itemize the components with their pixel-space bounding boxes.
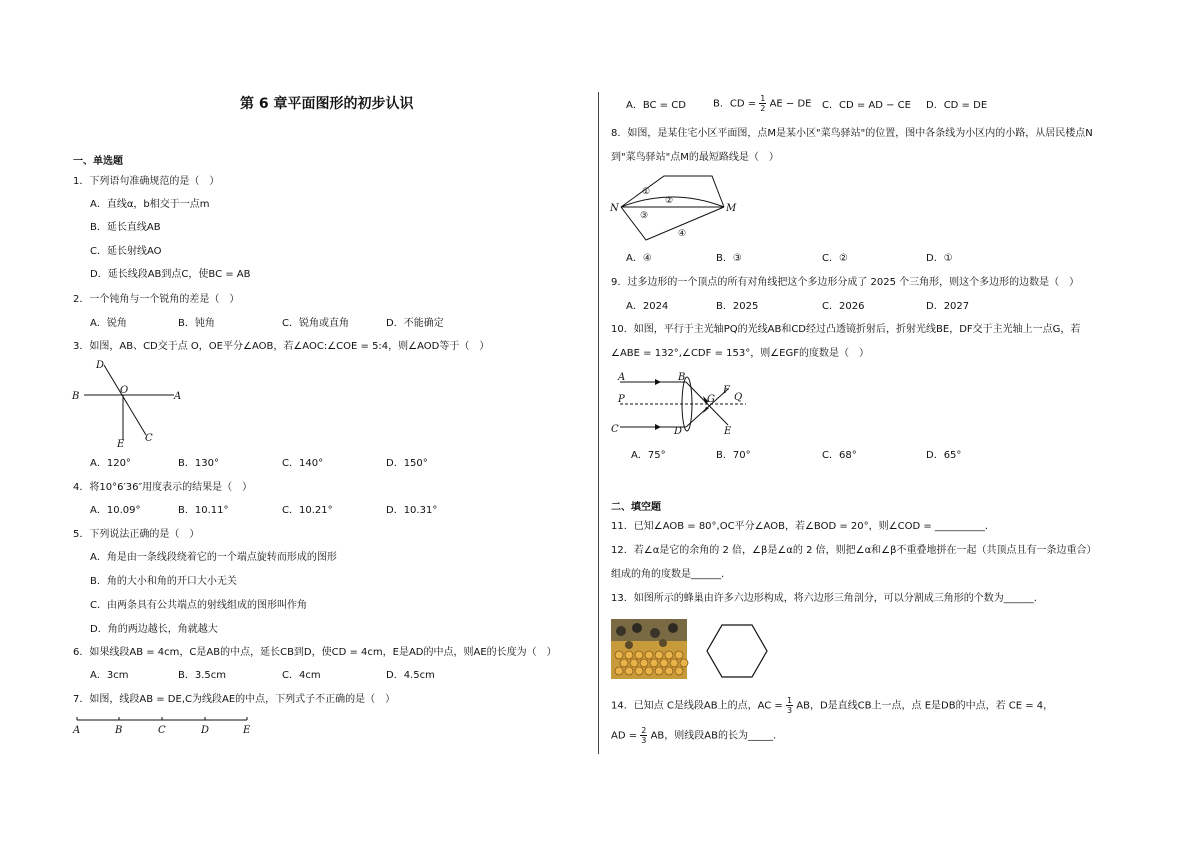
q1-stem: 1．下列语句准确规范的是（ ） — [73, 176, 220, 187]
section-fill-in: 二、填空题 — [611, 502, 661, 513]
q5-option-b[interactable]: B．角的大小和角的开口大小无关 — [90, 576, 237, 587]
q11-stem: 11．已知∠AOB = 80°,OC平分∠AOB，若∠BOD = 20°，则∠COD = __________. — [611, 521, 989, 532]
q8-option-d[interactable]: D．① — [926, 253, 953, 264]
q7-option-a[interactable]: A．BC = CD — [626, 100, 686, 111]
q8-stem-line1: 8．如图，是某住宅小区平面图，点M是某小区"菜鸟驿站"的位置，图中各条线为小区内的小路，从居民楼点N — [611, 128, 1093, 139]
q10-label-c: C — [611, 424, 619, 435]
q10-label-b: B — [678, 372, 686, 383]
q10-label-a: A — [618, 372, 626, 383]
q9-option-c[interactable]: C．2026 — [822, 301, 865, 312]
q10-option-d[interactable]: D．65° — [926, 450, 962, 461]
q4-option-c[interactable]: C．10.21° — [282, 505, 333, 516]
q1-option-b[interactable]: B．延长直线AB — [90, 222, 161, 233]
q13-stem: 13．如图所示的蜂巢由许多六边形构成，将六边形三角剖分，可以分割成三角形的个数为______. — [611, 593, 1037, 604]
q7-option-d[interactable]: D．CD = DE — [926, 100, 988, 111]
q8-label-route4: ④ — [678, 229, 687, 239]
q14-stem-line1: 14．已知点 C是线段AB上的点，AC = $\frac{1}{3}$ AB，D是直线CB上一点，点 E是DB的中点，若 CE = 4， — [611, 696, 1054, 715]
q3-label-o: O — [120, 385, 129, 396]
q10-option-b[interactable]: B．70° — [716, 450, 751, 461]
q10-label-p: P — [618, 394, 625, 405]
q7-label-b: B — [115, 725, 123, 736]
column-divider — [598, 92, 599, 754]
q6-stem: 6．如果线段AB = 4cm，C是AB的中点，延长CB到D，使CD = 4cm，E是AD的中点，则AE的长度为（ ） — [73, 647, 557, 658]
q7-stem: 7．如图，线段AB = DE,C为线段AE的中点，下列式子不正确的是（ ） — [73, 694, 396, 705]
section-single-choice: 一、单选题 — [73, 156, 123, 167]
q10-label-e: E — [724, 426, 732, 437]
q3-label-c: C — [145, 433, 153, 444]
q8-label-route1: ① — [642, 187, 651, 197]
q14-fraction-2: $\frac{2}{3}$ — [641, 726, 647, 745]
q10-option-a[interactable]: A．75° — [631, 450, 666, 461]
q3-option-b[interactable]: B．130° — [178, 458, 219, 469]
q3-label-d: D — [96, 360, 105, 371]
q6-option-a[interactable]: A．3cm — [90, 670, 129, 681]
q10-label-d: D — [674, 426, 683, 437]
q14-stem-line2: AD = $\frac{2}{3}$ AB，则线段AB的长为_____. — [611, 726, 777, 745]
page-title: 第 6 章平面图形的初步认识 — [240, 96, 414, 112]
q5-option-a[interactable]: A．角是由一条线段绕着它的一个端点旋转而形成的图形 — [90, 552, 337, 563]
q3-label-e: E — [117, 439, 125, 450]
q7-option-b-fraction: $\frac{1}{2}$ — [760, 94, 766, 113]
q7-label-d: D — [201, 725, 210, 736]
q10-lens-figure — [606, 366, 756, 441]
q3-label-b: B — [72, 391, 80, 402]
q10-label-g: G — [707, 394, 715, 405]
q7-label-c: C — [158, 725, 166, 736]
q10-label-q: Q — [734, 392, 743, 403]
q10-option-c[interactable]: C．68° — [822, 450, 857, 461]
q7-segment-figure — [70, 710, 260, 740]
q4-option-b[interactable]: B．10.11° — [178, 505, 229, 516]
q1-option-d[interactable]: D．延长线段AB到点C，使BC = AB — [90, 269, 251, 280]
q12-stem-line1: 12．若∠α是它的余角的 2 倍，∠β是∠α的 2 倍，则把∠α和∠β不重叠地拼在一起（共顶点且有一条边重合） — [611, 545, 1097, 556]
q3-option-a[interactable]: A．120° — [90, 458, 131, 469]
q10-label-f: F — [723, 385, 730, 396]
q2-stem: 2．一个钝角与一个锐角的差是（ ） — [73, 294, 240, 305]
q3-option-c[interactable]: C．140° — [282, 458, 324, 469]
q4-option-d[interactable]: D．10.31° — [386, 505, 438, 516]
q8-stem-line2: 到"菜鸟驿站"点M的最短路线是（ ） — [611, 152, 779, 163]
q5-option-c[interactable]: C．由两条具有公共端点的射线组成的图形叫作角 — [90, 600, 307, 611]
q7-option-b-lhs: B．CD = — [713, 98, 757, 110]
q8-option-b[interactable]: B．③ — [716, 253, 742, 264]
q14-fraction-1: $\frac{1}{3}$ — [786, 696, 793, 715]
q6-option-d[interactable]: D．4.5cm — [386, 670, 435, 681]
q2-option-b[interactable]: B．钝角 — [178, 318, 215, 329]
q2-option-d[interactable]: D．不能确定 — [386, 318, 444, 329]
q8-label-n: N — [610, 203, 619, 214]
q2-option-a[interactable]: A．锐角 — [90, 318, 127, 329]
q9-option-b[interactable]: B．2025 — [716, 301, 759, 312]
q8-label-route2: ② — [665, 196, 674, 206]
q8-option-c[interactable]: C．② — [822, 253, 848, 264]
q3-label-a: A — [174, 391, 182, 402]
q12-stem-line2: 组成的角的度数是______. — [611, 569, 725, 580]
q9-option-d[interactable]: D．2027 — [926, 301, 970, 312]
q5-stem: 5．下列说法正确的是（ ） — [73, 529, 200, 540]
q8-option-a[interactable]: A．④ — [626, 253, 652, 264]
q7-option-b[interactable] — [713, 94, 812, 113]
q2-option-c[interactable]: C．锐角或直角 — [282, 318, 349, 329]
q3-option-d[interactable]: D．150° — [386, 458, 428, 469]
q7-option-b-rhs: AE − DE — [769, 98, 812, 110]
q3-stem: 3．如图，AB、CD交于点 O，OE平分∠AOB，若∠AOC:∠COE = 5:4，则∠AOD等于（ ） — [73, 341, 490, 352]
q7-option-c[interactable]: C．CD = AD − CE — [822, 100, 911, 111]
q6-option-c[interactable]: C．4cm — [282, 670, 321, 681]
q7-label-e: E — [243, 725, 251, 736]
hexagon-figure — [705, 622, 769, 680]
honeycomb-photo — [611, 619, 687, 679]
q9-option-a[interactable]: A．2024 — [626, 301, 669, 312]
q10-stem-line1: 10．如图，平行于主光轴PQ的光线AB和CD经过凸透镜折射后，折射光线BE，DF交于主光轴上一点G，若 — [611, 324, 1081, 335]
q7-label-a: A — [73, 725, 81, 736]
q10-stem-line2: ∠ABE = 132°,∠CDF = 153°，则∠EGF的度数是（ ） — [611, 348, 869, 359]
q4-stem: 4．将10°6′36″用度表示的结果是（ ） — [73, 482, 253, 493]
q9-stem: 9．过多边形的一个顶点的所有对角线把这个多边形分成了 2025 个三角形，则这个多边形的边数是（ ） — [611, 277, 1080, 288]
q1-option-c[interactable]: C．延长射线AO — [90, 246, 162, 257]
q4-option-a[interactable]: A．10.09° — [90, 505, 141, 516]
q8-label-m: M — [726, 203, 737, 214]
q8-label-route3: ③ — [640, 211, 649, 221]
q3-angle-figure — [68, 355, 198, 450]
q6-option-b[interactable]: B．3.5cm — [178, 670, 227, 681]
q8-route-figure — [606, 172, 746, 244]
q1-option-a[interactable]: A．直线α，b相交于一点m — [90, 199, 210, 210]
q5-option-d[interactable]: D．角的两边越长，角就越大 — [90, 624, 218, 635]
